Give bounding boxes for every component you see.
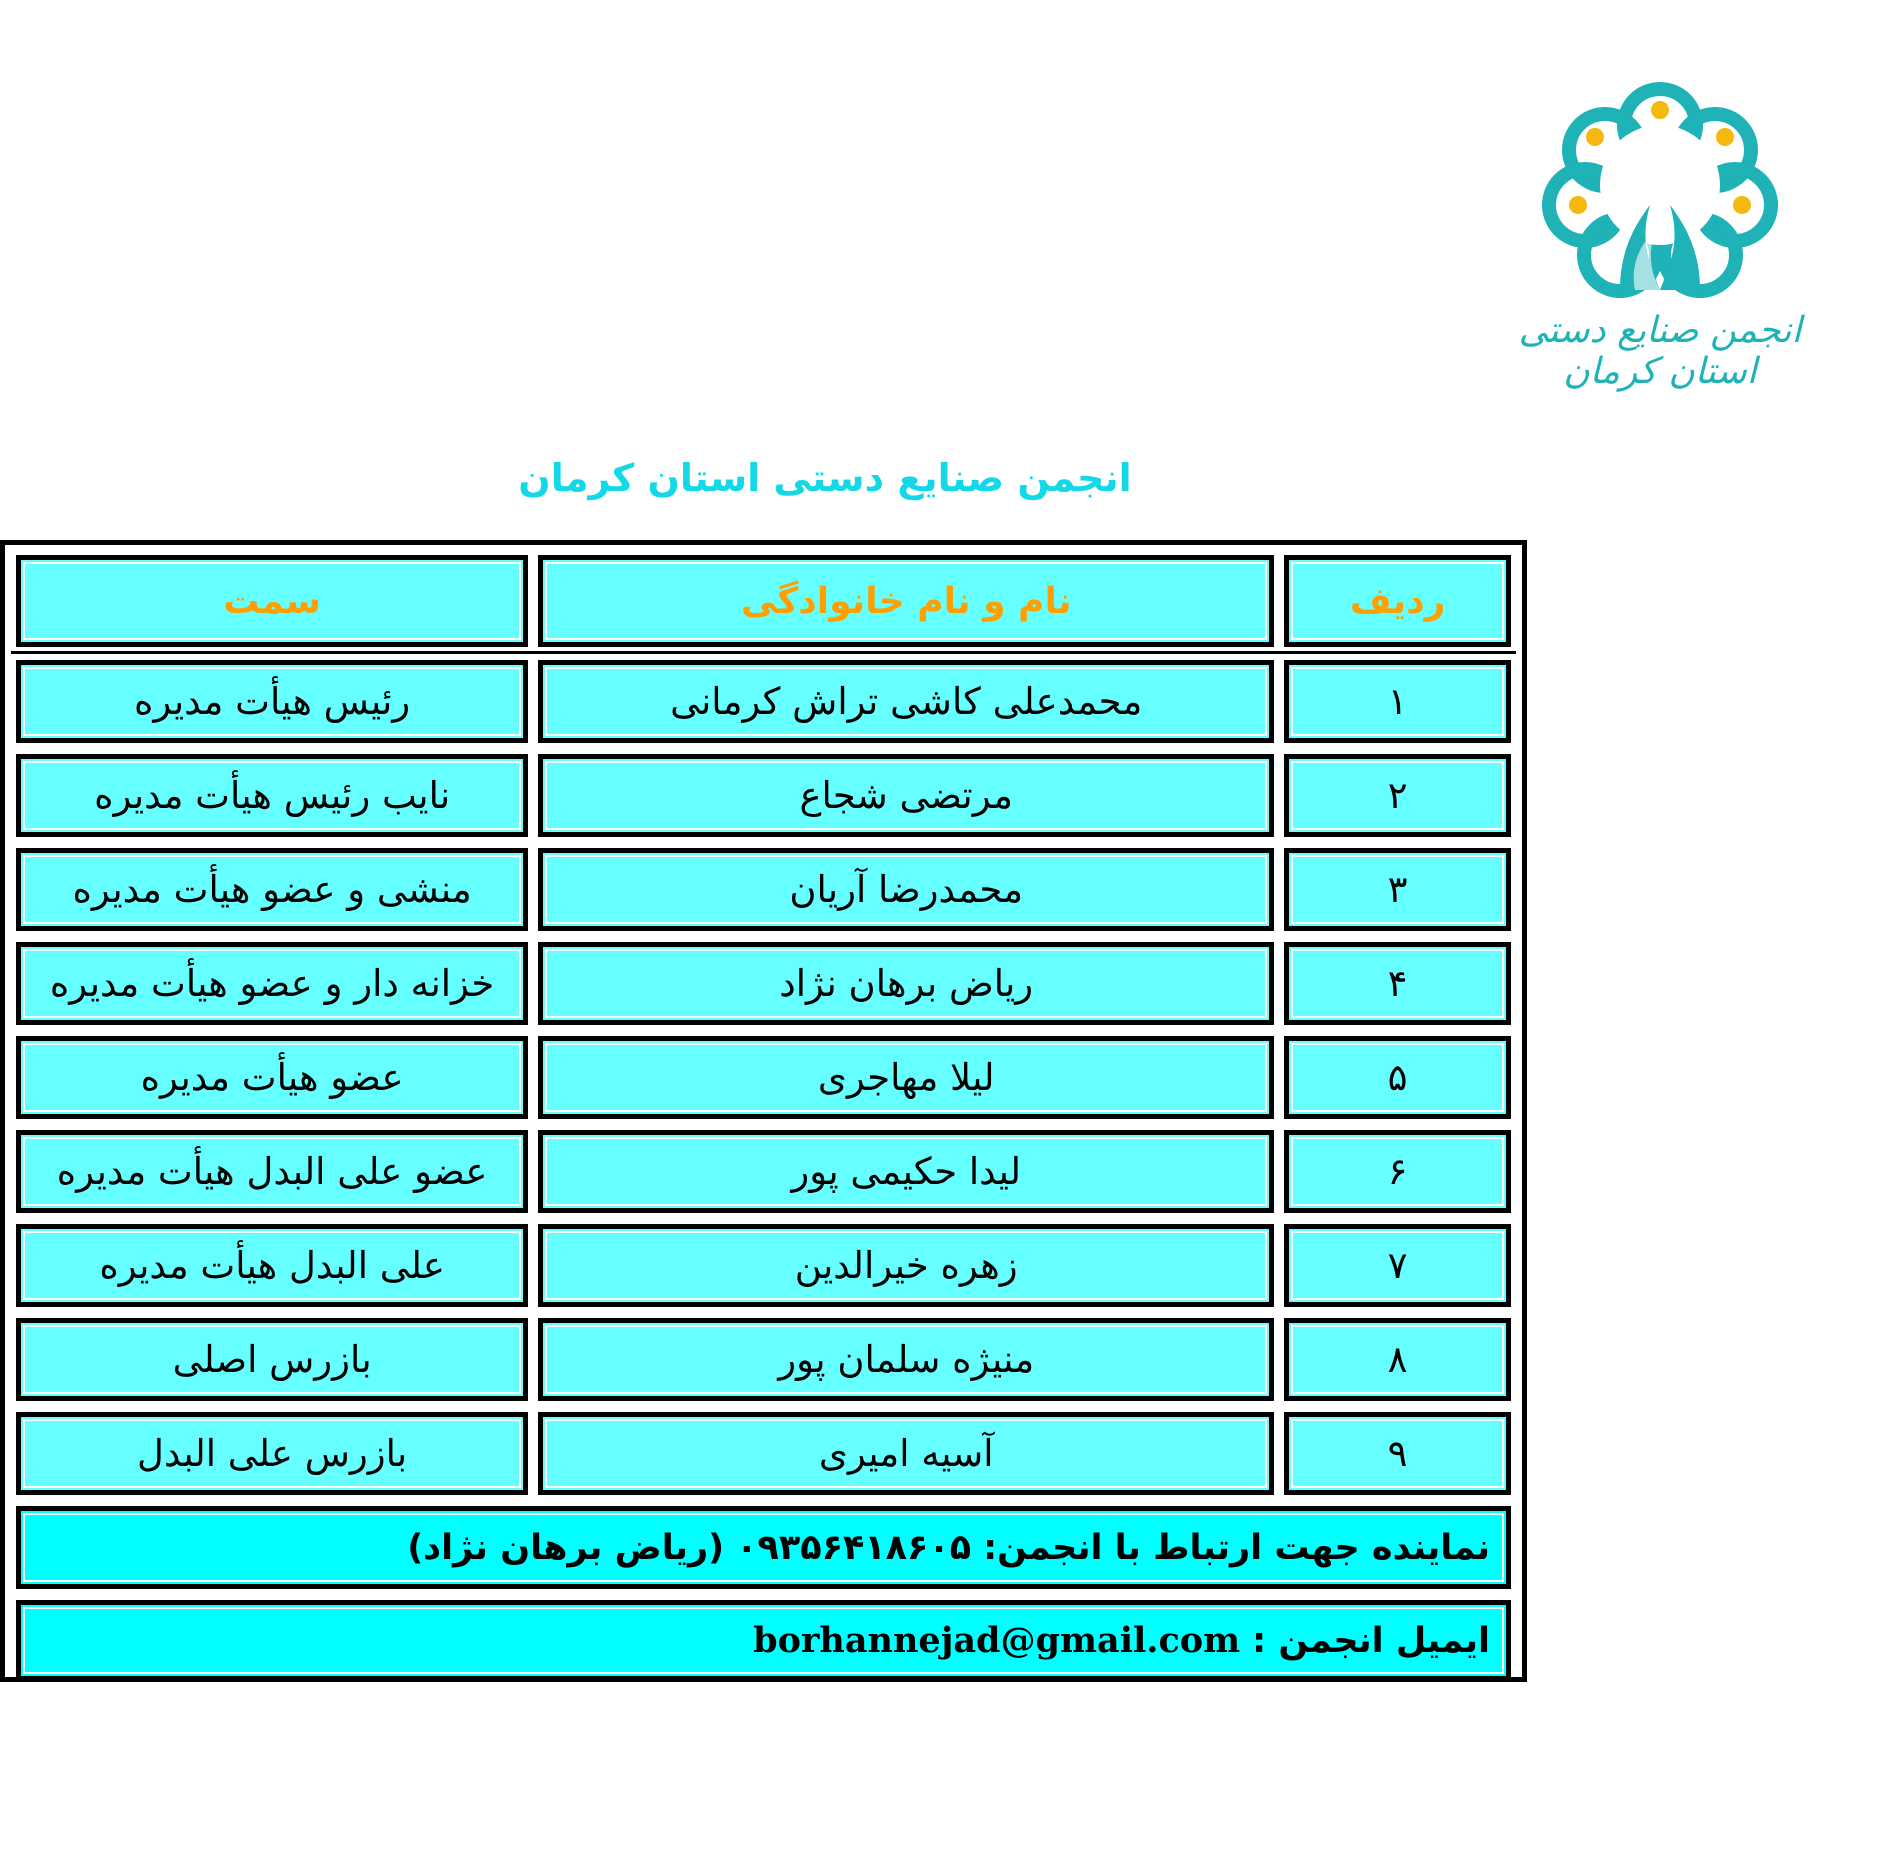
header-position: سمت	[16, 555, 528, 647]
member-name: زهره خیرالدین	[538, 1224, 1274, 1307]
association-logo	[1470, 55, 1850, 392]
contact-label: نماینده جهت ارتباط با انجمن:	[983, 1527, 1490, 1568]
header-full-name: نام و نام خانوادگی	[538, 555, 1274, 647]
table-row	[11, 1036, 1516, 1119]
member-position: منشی و عضو هیأت مدیره	[16, 848, 528, 931]
header-separator	[11, 651, 1516, 654]
member-position: رئیس هیأت مدیره	[16, 660, 528, 743]
contact-person: (ریاض برهان نژاد)	[407, 1527, 725, 1568]
email-label: ایمیل انجمن :	[1252, 1620, 1490, 1661]
member-position: عضو هیأت مدیره	[16, 1036, 528, 1119]
member-position: بازرس اصلی	[16, 1318, 528, 1401]
table-header-row	[11, 555, 1516, 647]
row-number: ۷	[1284, 1224, 1511, 1307]
member-name: مرتضی شجاع	[538, 754, 1274, 837]
row-number: ۴	[1284, 942, 1511, 1025]
logo-caption: انجمن صنایع دستی استان کرمان	[1518, 310, 1802, 392]
member-position: عضو علی البدل هیأت مدیره	[16, 1130, 528, 1213]
email-row	[16, 1600, 1511, 1681]
table-row	[11, 848, 1516, 931]
row-number: ۵	[1284, 1036, 1511, 1119]
member-name: محمدرضا آریان	[538, 848, 1274, 931]
member-position: نایب رئیس هیأت مدیره	[16, 754, 528, 837]
table-row	[11, 1224, 1516, 1307]
board-members-table	[0, 540, 1527, 1682]
row-number: ۳	[1284, 848, 1511, 931]
member-name: لیدا حکیمی پور	[538, 1130, 1274, 1213]
table-row	[11, 942, 1516, 1025]
table-row	[11, 660, 1516, 743]
table-row	[11, 1412, 1516, 1495]
row-number: ۸	[1284, 1318, 1511, 1401]
email-address[interactable]: borhannejad@gmail.com	[753, 1620, 1241, 1661]
table-row	[11, 754, 1516, 837]
page-title: انجمن صنایع دستی استان کرمان	[518, 456, 1132, 500]
contact-phone: ۰۹۳۵۶۴۱۸۶۰۵	[736, 1527, 972, 1568]
member-name: منیژه سلمان پور	[538, 1318, 1274, 1401]
member-position: خزانه دار و عضو هیأت مدیره	[16, 942, 528, 1025]
row-number: ۶	[1284, 1130, 1511, 1213]
row-number: ۹	[1284, 1412, 1511, 1495]
row-number: ۱	[1284, 660, 1511, 743]
contact-representative-row	[16, 1506, 1511, 1589]
table-row	[11, 1318, 1516, 1401]
member-name: ریاض برهان نژاد	[538, 942, 1274, 1025]
member-position: علی البدل هیأت مدیره	[16, 1224, 528, 1307]
table-row	[11, 1130, 1516, 1213]
header-row-number: ردیف	[1284, 555, 1511, 647]
member-name: لیلا مهاجری	[538, 1036, 1274, 1119]
member-name: آسیه امیری	[538, 1412, 1274, 1495]
member-position: بازرس علی البدل	[16, 1412, 528, 1495]
member-name: محمدعلی کاشی تراش کرمانی	[538, 660, 1274, 743]
row-number: ۲	[1284, 754, 1511, 837]
